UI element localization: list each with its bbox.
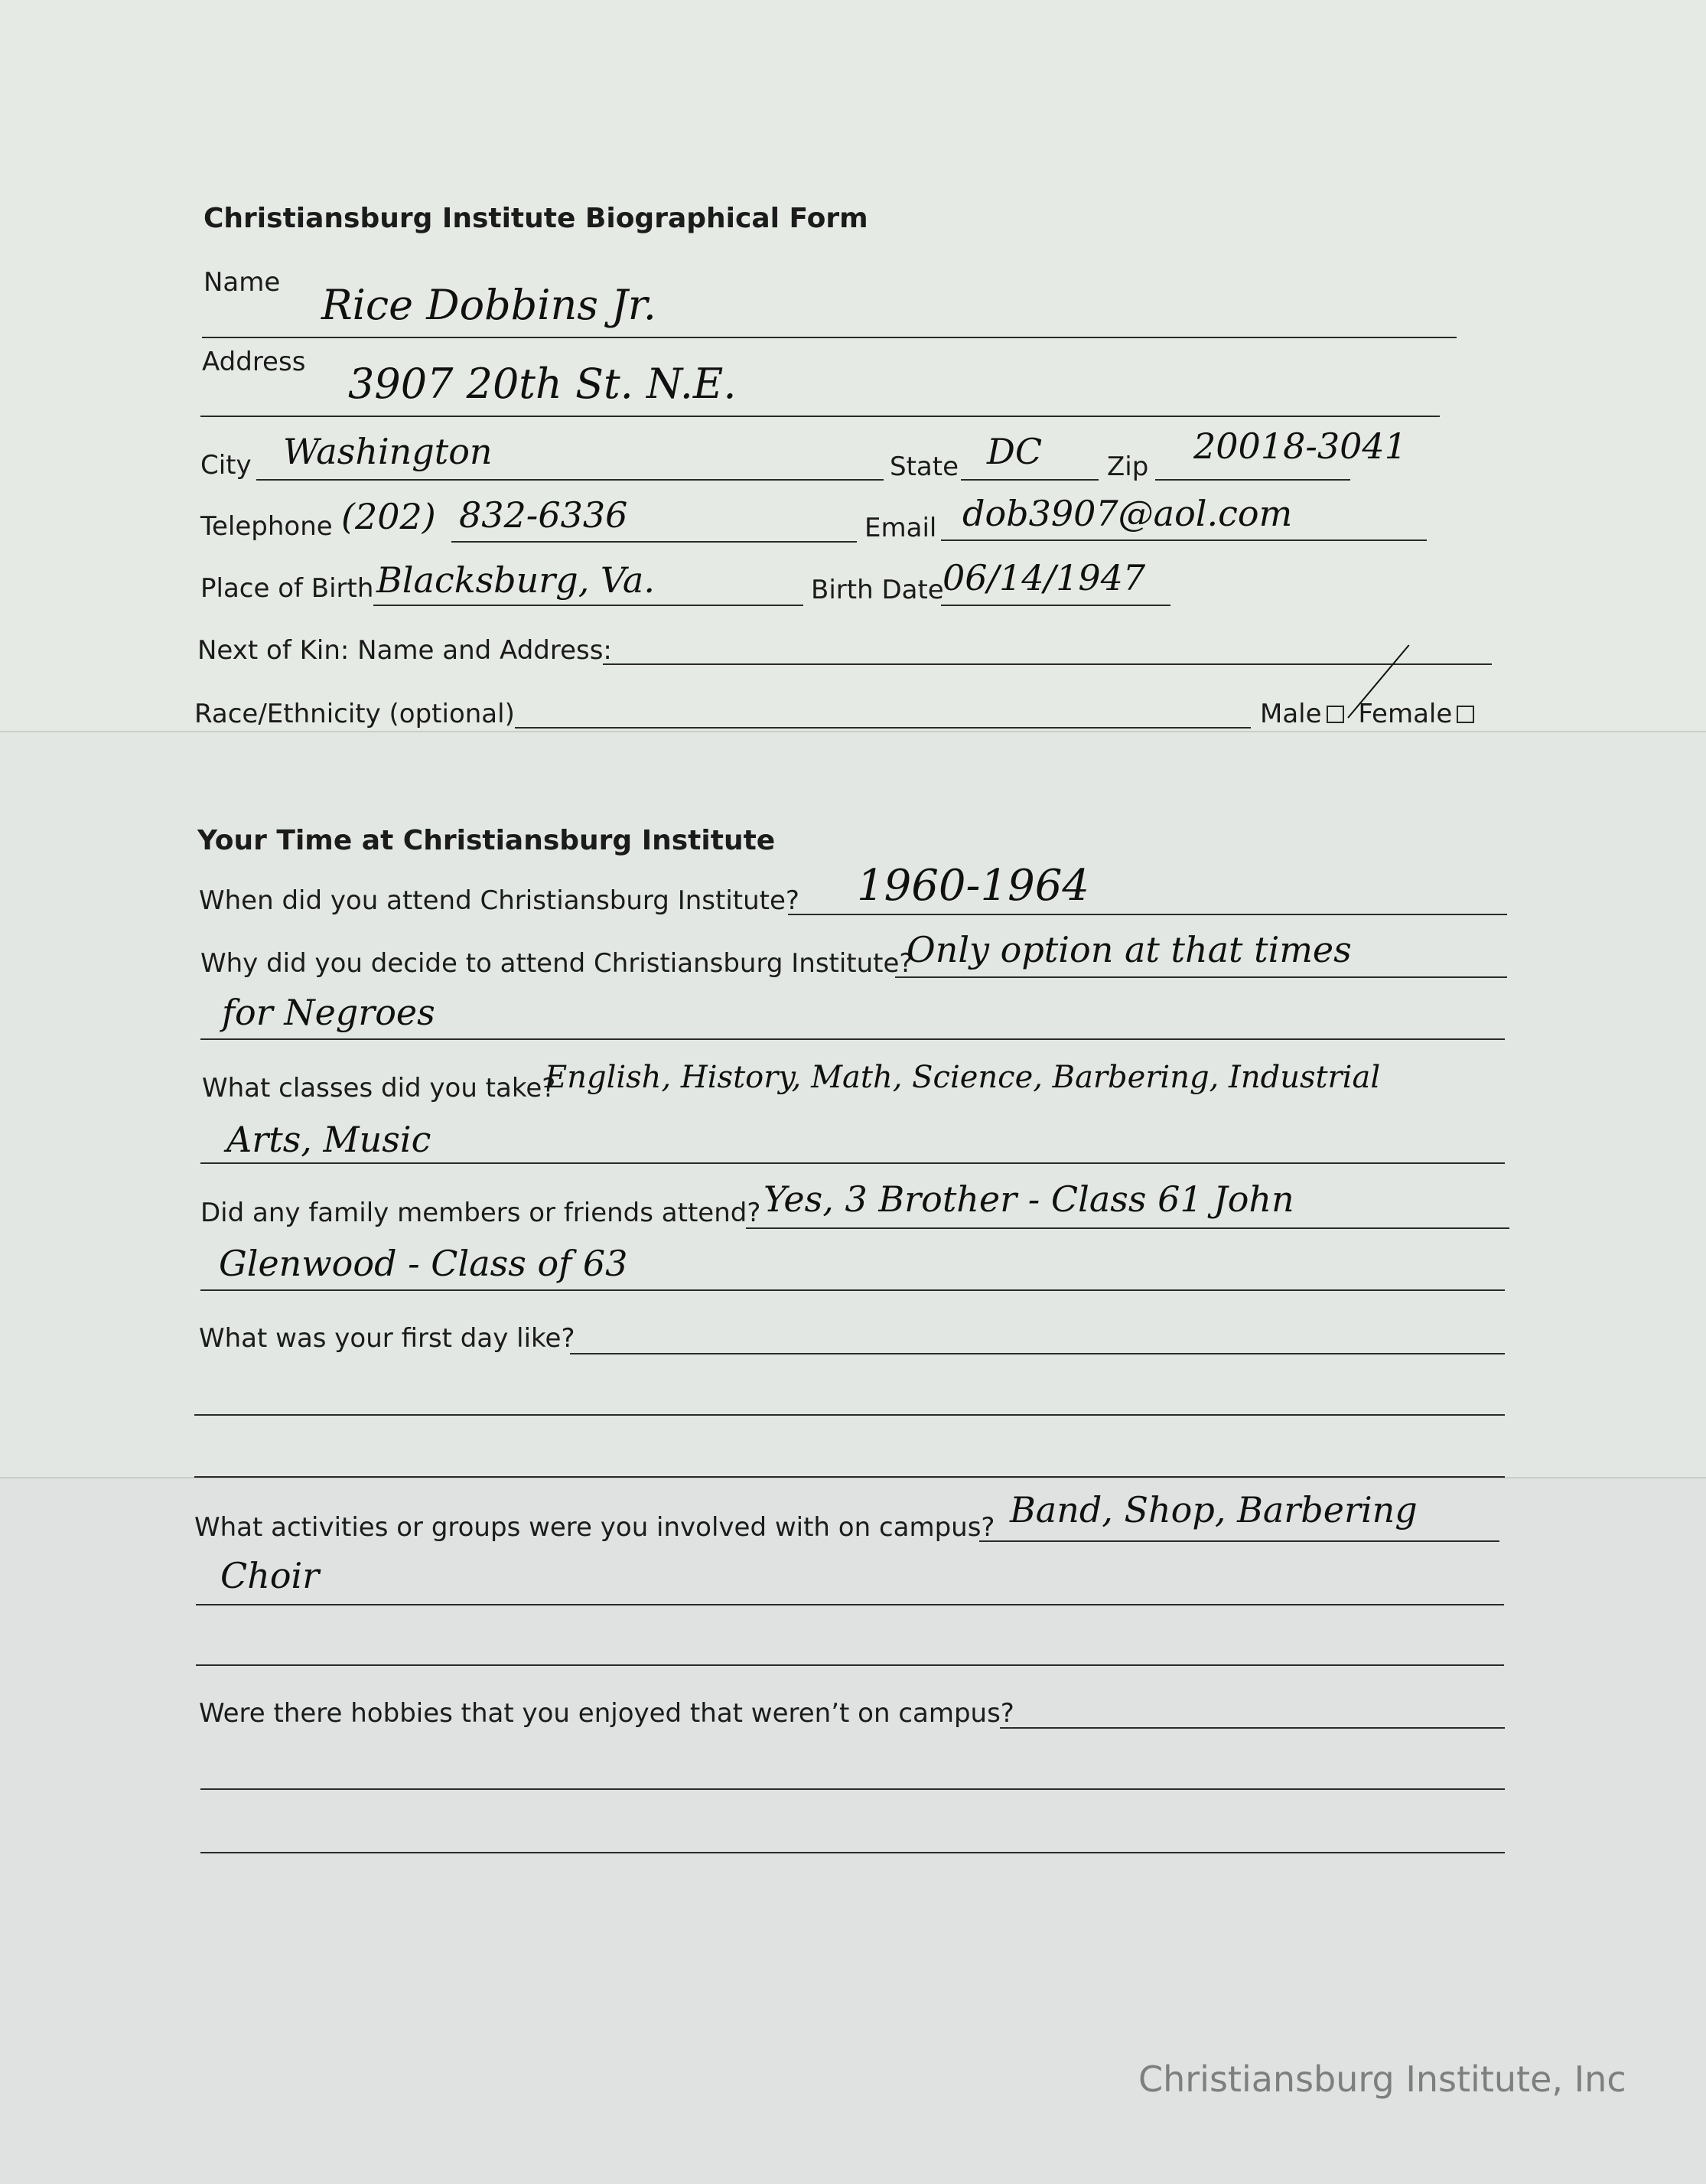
name-line xyxy=(202,337,1457,338)
hobbies-question: Were there hobbies that you enjoyed that weren’t on campus? xyxy=(199,1698,1014,1729)
activities-line-3 xyxy=(196,1664,1504,1666)
hobbies-line-1 xyxy=(1000,1727,1505,1729)
city-label: City xyxy=(200,450,252,481)
birth-date-value: 06/14/1947 xyxy=(943,557,1146,598)
city-value: Washington xyxy=(283,431,493,472)
attend-when-line xyxy=(788,914,1507,915)
family-answer-2: Glenwood - Class of 63 xyxy=(219,1243,628,1284)
fold-line-upper xyxy=(0,731,1706,732)
activities-line-2 xyxy=(196,1604,1504,1605)
activities-line-1 xyxy=(979,1540,1499,1542)
name-value: Rice Dobbins Jr. xyxy=(321,281,656,329)
female-checkbox[interactable] xyxy=(1457,706,1474,723)
first-day-question: What was your first day like? xyxy=(199,1323,575,1354)
telephone-label: Telephone xyxy=(200,511,333,542)
first-day-line-2 xyxy=(194,1414,1505,1416)
watermark: Christiansburg Institute, Inc xyxy=(1138,2059,1626,2100)
attend-why-line-1 xyxy=(895,976,1507,978)
birth-date-line xyxy=(941,605,1170,606)
classes-question: What classes did you take? xyxy=(202,1073,556,1103)
attend-why-line-2 xyxy=(200,1038,1505,1040)
classes-line-2 xyxy=(200,1162,1505,1164)
race-line xyxy=(515,727,1251,729)
attend-why-answer-1: Only option at that times xyxy=(907,929,1352,970)
next-of-kin-line xyxy=(603,663,1492,665)
email-label: Email xyxy=(864,513,937,543)
section-title: Your Time at Christiansburg Institute xyxy=(197,825,776,856)
family-question: Did any family members or friends attend? xyxy=(200,1198,761,1228)
form-title: Christiansburg Institute Biographical Form xyxy=(203,203,868,234)
address-value: 3907 20th St. N.E. xyxy=(348,360,737,408)
place-of-birth-line xyxy=(373,605,803,606)
first-day-line-3 xyxy=(194,1476,1505,1478)
activities-answer-1: Band, Shop, Barbering xyxy=(1010,1489,1418,1530)
place-of-birth-label: Place of Birth xyxy=(200,573,374,604)
zip-line xyxy=(1155,479,1350,481)
first-day-line-1 xyxy=(570,1353,1505,1354)
birth-date-label: Birth Date xyxy=(811,575,944,605)
hobbies-line-2 xyxy=(200,1788,1505,1790)
city-line xyxy=(256,479,884,481)
family-line-2 xyxy=(200,1289,1505,1291)
race-label: Race/Ethnicity (optional) xyxy=(194,699,515,729)
male-label: Male xyxy=(1260,699,1322,729)
state-line xyxy=(961,479,1099,481)
classes-answer-1: English, History, Math, Science, Barbering, Industrial xyxy=(545,1060,1381,1095)
telephone-number-value: 832-6336 xyxy=(459,494,628,536)
email-value: dob3907@aol.com xyxy=(962,493,1293,534)
address-line xyxy=(200,416,1440,417)
activities-answer-2: Choir xyxy=(220,1555,320,1596)
telephone-line xyxy=(451,541,857,543)
zip-value: 20018-3041 xyxy=(1193,425,1407,467)
attend-why-question: Why did you decide to attend Christiansburg Institute? xyxy=(200,948,913,979)
place-of-birth-value: Blacksburg, Va. xyxy=(376,559,655,601)
activities-question: What activities or groups were you involved with on campus? xyxy=(194,1512,995,1543)
attend-when-question: When did you attend Christiansburg Institute? xyxy=(199,885,799,916)
male-checkbox[interactable] xyxy=(1327,706,1344,723)
zip-label: Zip xyxy=(1107,451,1149,482)
family-answer-1: Yes, 3 Brother - Class 61 John xyxy=(763,1178,1294,1220)
next-of-kin-label: Next of Kin: Name and Address: xyxy=(197,635,612,666)
name-label: Name xyxy=(203,267,281,298)
family-line-1 xyxy=(746,1227,1509,1229)
state-value: DC xyxy=(987,431,1043,472)
attend-why-answer-2: for Negroes xyxy=(222,992,435,1033)
state-label: State xyxy=(890,451,959,482)
classes-answer-2: Arts, Music xyxy=(226,1119,431,1160)
telephone-area-value: (202) xyxy=(341,496,436,537)
hobbies-line-3 xyxy=(200,1852,1505,1853)
attend-when-answer: 1960-1964 xyxy=(857,861,1089,911)
address-label: Address xyxy=(202,347,306,377)
female-label: Female xyxy=(1358,699,1453,729)
gender-options xyxy=(1260,701,1474,727)
email-line xyxy=(941,539,1427,541)
